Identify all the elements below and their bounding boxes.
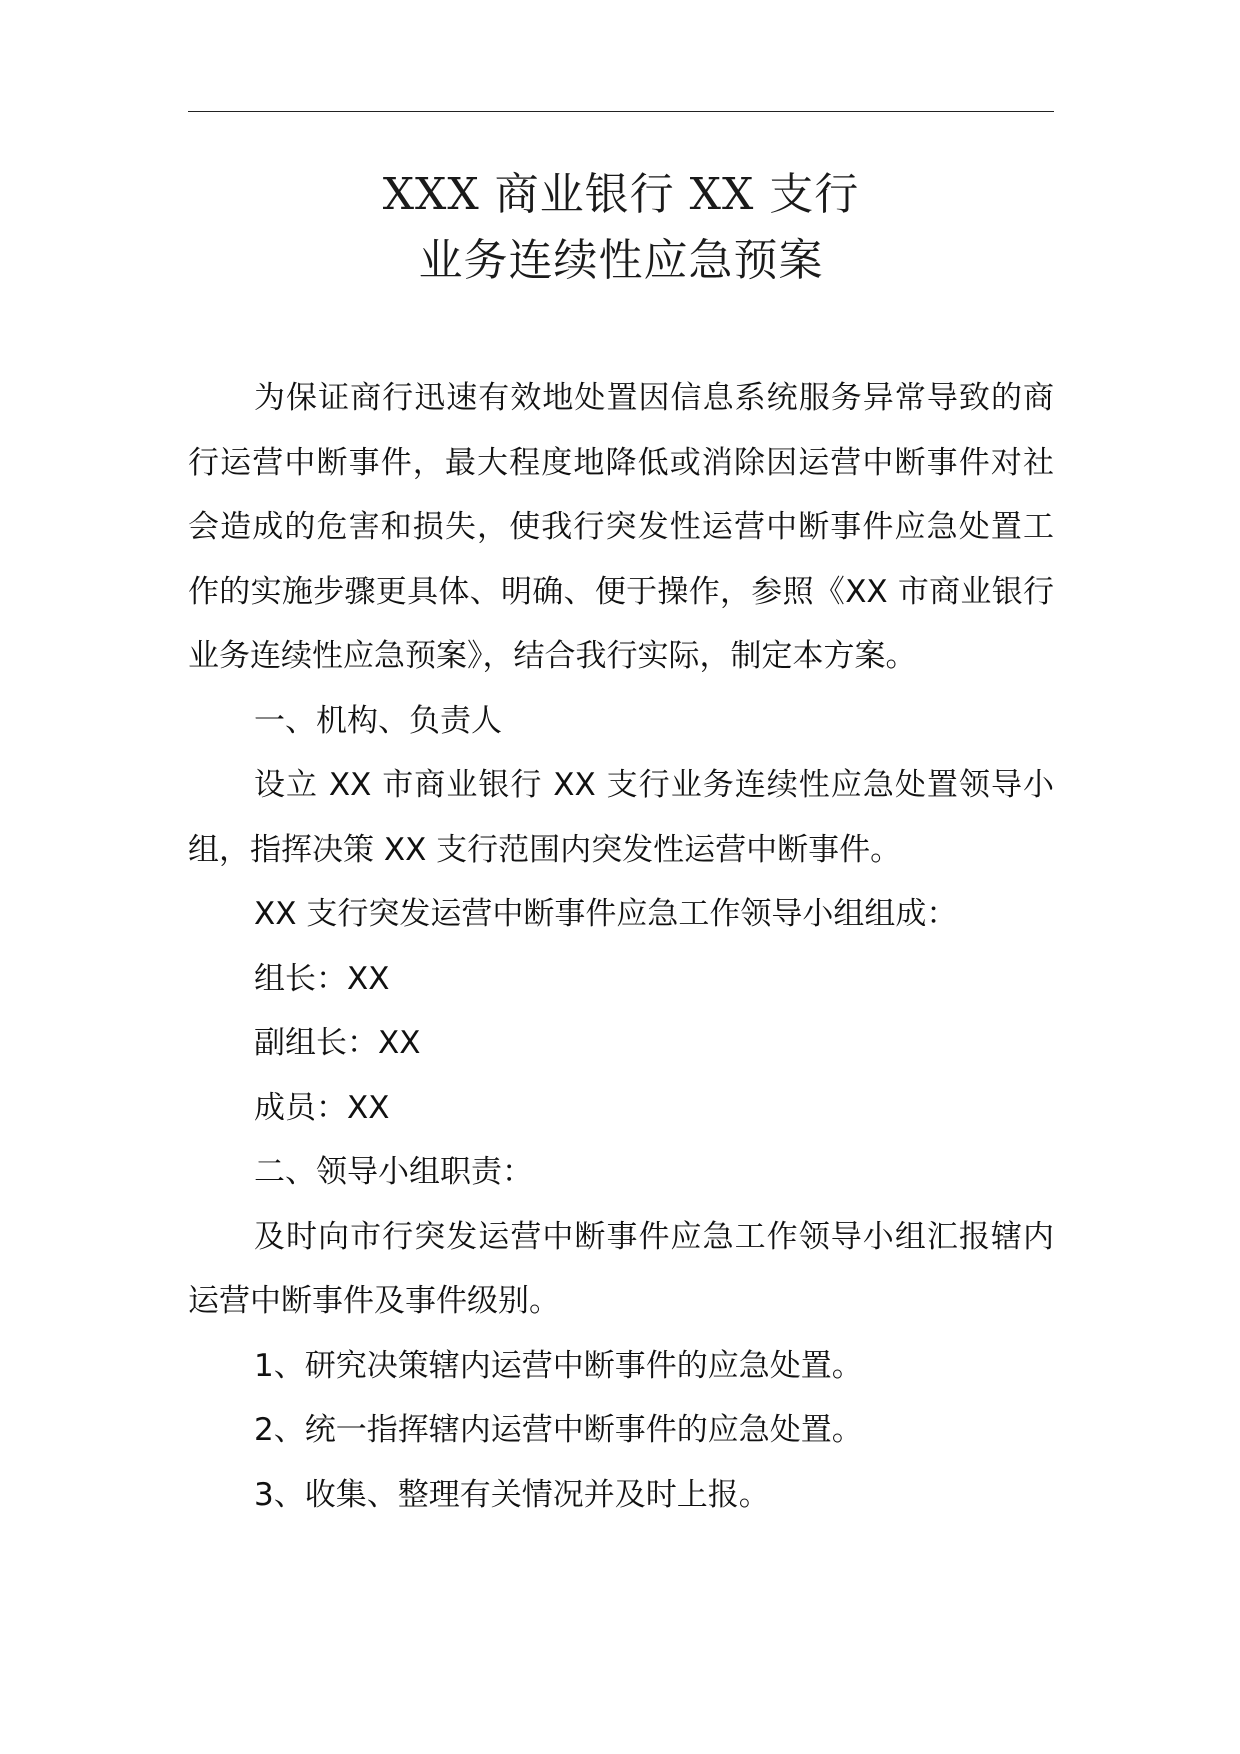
paragraph-composition: XX 支行突发运营中断事件应急工作领导小组组成： — [254, 896, 958, 932]
document-body — [188, 366, 1054, 1527]
duty-item-3: 3、收集、整理有关情况并及时上报。 — [254, 1476, 770, 1513]
header-rule — [188, 111, 1054, 112]
duty-item-1: 1、研究决策辖内运营中断事件的应急处置。 — [254, 1347, 863, 1384]
duty-item-2: 2、统一指挥辖内运营中断事件的应急处置。 — [254, 1412, 863, 1448]
member-members: 成员：XX — [254, 1089, 390, 1126]
document-title-line-2: 业务连续性应急预案 — [418, 235, 824, 286]
section-heading-1: 一、机构、负责人 — [254, 702, 502, 739]
paragraph-report: 及时向市行突发运营中断事件应急工作领导小组汇报辖内运营中断事件及事件级别。 — [188, 1218, 1054, 1319]
member-leader: 组长：XX — [254, 960, 390, 997]
section-heading-2: 二、领导小组职责： — [254, 1154, 533, 1190]
paragraph-establish: 设立 XX 市商业银行 XX 支行业务连续性应急处置领导小组，指挥决策 XX 支行范围内突发性运营中断事件。 — [188, 767, 1054, 868]
document-title-line-1: XXX 商业银行 XX 支行 — [382, 169, 860, 220]
paragraph-intro: 为保证商行迅速有效地处置因信息系统服务异常导致的商行运营中断事件，最大程度地降低或消除因运营中断事件对社会造成的危害和损失，使我行突发性运营中断事件应急处置工作的实施步骤更具体、明确、便于操作，参照《XX 市商业银行业务连续性应急预案》，结合我行实际，制定本方案。 — [188, 380, 1054, 674]
member-deputy-leader: 副组长：XX — [254, 1025, 421, 1061]
